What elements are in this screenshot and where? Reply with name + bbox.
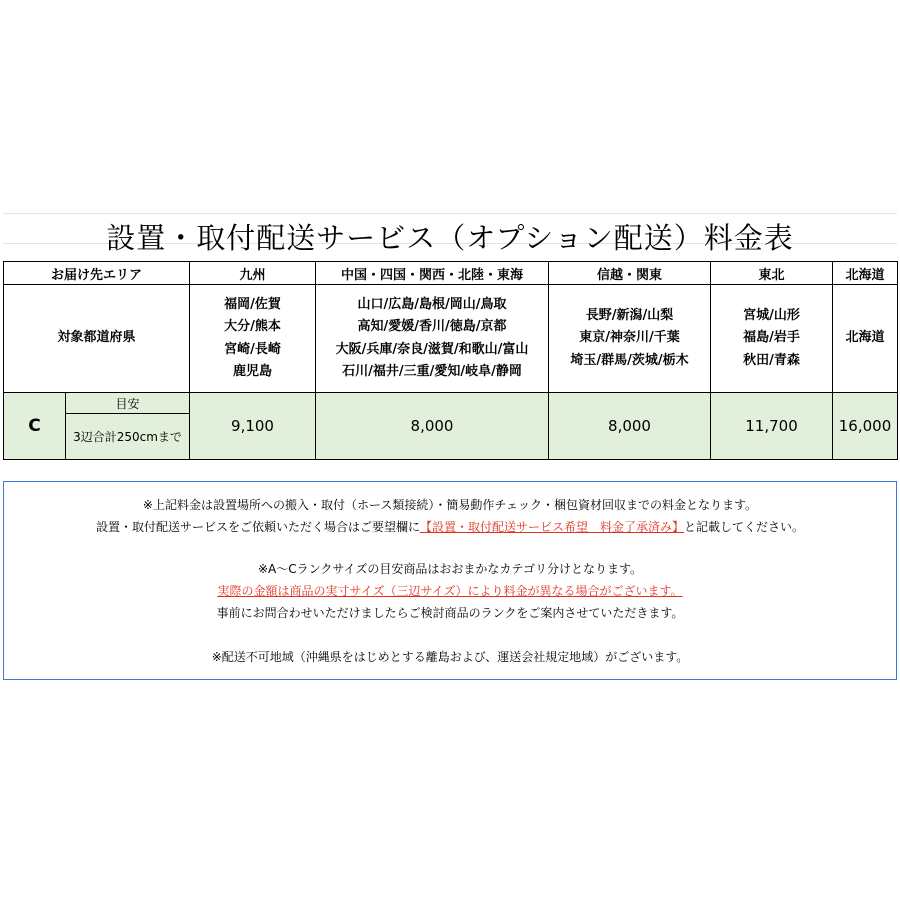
note-line: ※A～Cランクサイズの目安商品はおおまかなカテゴリ分けとなります。 <box>257 562 642 576</box>
notes-box <box>3 481 897 680</box>
prefecture-line: 埼玉/群馬/茨城/栃木 <box>570 352 689 368</box>
grid-line <box>3 213 897 214</box>
area-shinetsu-kanto: 信越・関東 <box>549 262 711 285</box>
prefecture-line: 北海道 <box>845 330 885 346</box>
prefecture-line: 東京/神奈川/千葉 <box>579 330 680 346</box>
note-line: 事前にお問合わせいただけましたらご検討商品のランクをご案内させていただきます。 <box>216 606 684 620</box>
prefecture-label-cell: 対象都道府県 <box>4 285 190 393</box>
area-hokkaido: 北海道 <box>833 262 898 285</box>
price-shinetsu-kanto: 8,000 <box>549 393 711 460</box>
prefecture-line: 宮崎/長崎 <box>224 341 281 357</box>
note-highlight: 【設置・取付配送サービス希望 料金了承済み】 <box>419 520 684 534</box>
prefectures-shinetsu-kanto <box>549 285 711 393</box>
prefecture-line: 鹿児島 <box>233 364 273 379</box>
page-title: 設置・取付配送サービス（オプション配送）料金表 <box>106 221 794 255</box>
prefecture-line: 長野/新潟/山梨 <box>585 307 674 323</box>
price-kyushu: 9,100 <box>190 393 316 460</box>
prefecture-row <box>4 285 898 393</box>
rank-size-label: 3辺合計250cmまで <box>66 414 190 460</box>
area-kyushu: 九州 <box>190 262 316 285</box>
note-text: 設置・取付配送サービスをご依頼いただく場合はご要望欄に <box>95 520 420 534</box>
rate-table <box>3 261 898 460</box>
note-line: ※配送不可地域（沖縄県をはじめとする離島および、運送会社規定地域）がございます。 <box>211 650 689 664</box>
area-label-cell: お届け先エリア <box>4 262 190 285</box>
price-chugoku: 8,000 <box>316 393 549 460</box>
prefecture-line: 石川/福井/三重/愛知/岐阜/静岡 <box>342 364 522 379</box>
prefecture-line: 大阪/兵庫/奈良/滋賀/和歌山/富山 <box>335 341 529 357</box>
prefectures-chugoku <box>316 285 549 393</box>
prefecture-line: 大分/熊本 <box>224 319 281 334</box>
prefecture-line: 高知/愛媛/香川/徳島/京都 <box>357 319 507 334</box>
area-header-row <box>4 262 898 285</box>
note-line: ※上記料金は設置場所への搬入・取付（ホース類接続）・簡易動作チェック・梱包資材回収までの料金となります。 <box>142 498 758 512</box>
prefecture-line: 山口/広島/島根/岡山/鳥取 <box>357 296 507 312</box>
area-chugoku: 中国・四国・関西・北陸・東海 <box>316 262 549 285</box>
prefecture-line: 福岡/佐賀 <box>224 296 281 312</box>
note-text: と記載してください。 <box>684 520 805 534</box>
prefectures-tohoku <box>711 285 833 393</box>
rank-row <box>4 393 898 414</box>
prefecture-line: 宮城/山形 <box>743 307 800 323</box>
note-line <box>4 518 896 536</box>
rank-name-cell: C <box>4 393 66 460</box>
note-warning: 実際の金額は商品の実寸サイズ（三辺サイズ）により料金が異なる場合がございます。 <box>217 584 683 598</box>
prefectures-hokkaido <box>833 285 898 393</box>
area-tohoku: 東北 <box>711 262 833 285</box>
rank-guide-label: 目安 <box>66 393 190 414</box>
price-tohoku: 11,700 <box>711 393 833 460</box>
prefecture-line: 福島/岩手 <box>743 330 800 346</box>
prefecture-line: 秋田/青森 <box>743 352 800 368</box>
prefectures-kyushu <box>190 285 316 393</box>
price-hokkaido: 16,000 <box>833 393 898 460</box>
